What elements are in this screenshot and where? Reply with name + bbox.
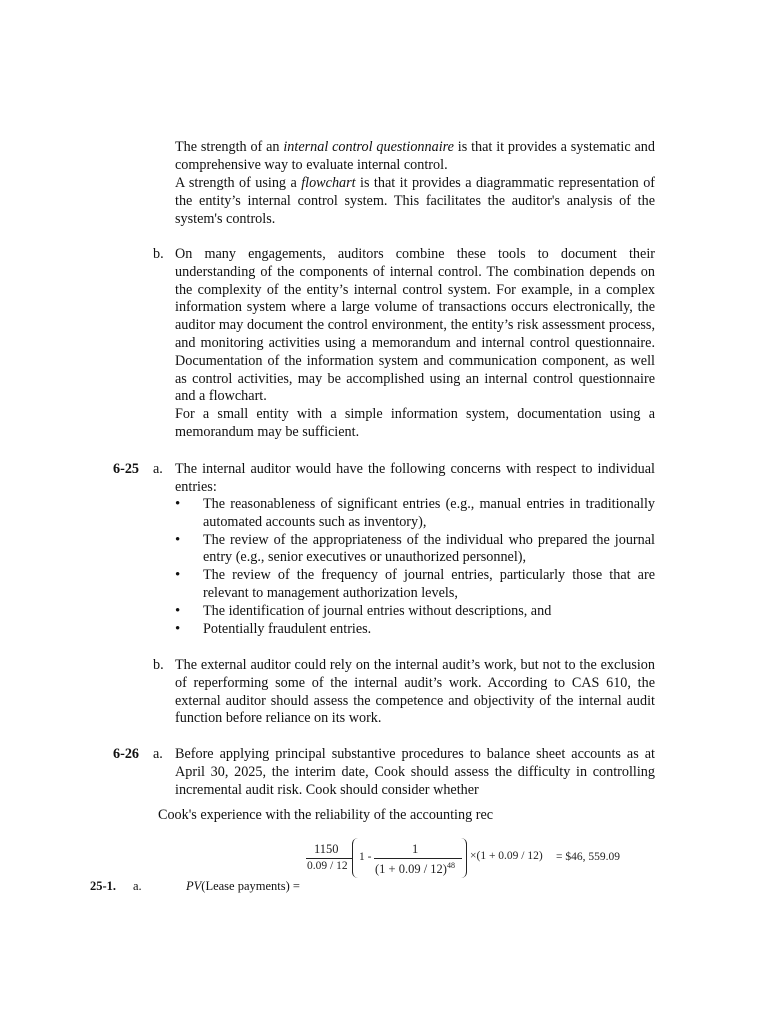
- question-number-6-25: 6-25: [113, 461, 140, 477]
- q626-part-a-label: a.: [153, 746, 163, 762]
- formula-result: = $46, 559.09: [556, 851, 620, 863]
- formula-denominator: 0.09 / 12: [307, 860, 348, 872]
- formula-times-factor: ×(1 + 0.09 / 12): [470, 850, 543, 862]
- q625-part-a-label: a.: [153, 461, 163, 477]
- formula-right-bracket: [460, 838, 467, 878]
- part-b-label: b.: [153, 246, 164, 262]
- question-number-6-26: 6-26: [113, 746, 140, 762]
- flowchart-strength-paragraph: A strength of using a flowchart is that it provides a diagrammatic representation of the entity’s internal control system. This facilitates the auditor's analysis of the system's controls.: [175, 175, 656, 227]
- list-item: • The identification of journal entries without descriptions, and: [175, 603, 655, 621]
- internal-auditor-concerns-list: [175, 496, 655, 638]
- formula-left-bracket: [352, 838, 359, 878]
- pv-lease-payments-label: PV(Lease payments) =: [186, 879, 300, 893]
- part-b-paragraph: On many engagements, auditors combine these tools to document their understanding of the components of internal control. The combination depends on the complexity of the entity’s internal control system. For example, in a complex information system where a large volume of transactions occurs electronically, the auditor may document the control environment, the entity’s risk assessment process, and monitoring activities using a memorandum and internal control questionnaire. Documentation of the information system and communication component, as well as control activities, may be accomplished using an internal control questionnaire and a flowchart.: [175, 246, 655, 405]
- formula-numerator: 1150: [314, 842, 339, 856]
- list-item: • The reasonableness of significant entries (e.g., manual entries in traditionally automated accounts such as inventory),: [175, 496, 655, 532]
- formula-fraction-bar: [306, 858, 352, 859]
- list-item: • The review of the appropriateness of the individual who prepared the journal entry (e.g., senior executives or unauthorized personnel),: [175, 532, 655, 568]
- q625-part-b-paragraph: The external auditor could rely on the internal audit’s work, but not to the exclusion of reperforming some of the internal audit’s work. According to CAS 610, the external auditor should assess the competence and objectivity of the internal audit function before reliance on its work.: [175, 657, 655, 727]
- formula-inner-denominator: $(1 + 0.09 / 12)^{48}$: [375, 861, 455, 877]
- question-number-25-1: 25-1.: [90, 879, 117, 893]
- formula-one-minus: 1 -: [359, 851, 372, 863]
- formula-inner-numerator: 1: [412, 842, 419, 856]
- q625-part-b-label: b.: [153, 657, 164, 673]
- list-item: • Potentially fraudulent entries.: [175, 621, 655, 639]
- q626-part-a-paragraph: Before applying principal substantive procedures to balance sheet accounts as at April 30, 2025, the interim date, Cook should assess the difficulty in controlling incremental audit risk. Cook should consider whether: [175, 746, 655, 798]
- formula-inner-fraction-bar: [374, 858, 462, 859]
- list-item: • The review of the frequency of journal entries, particularly those that are relevant to management authorization levels,: [175, 567, 655, 603]
- truncated-line: Cook's experience with the reliability of the accounting rec: [158, 807, 494, 823]
- q625-part-a-paragraph: The internal auditor would have the following concerns with respect to individual entries:: [175, 461, 655, 495]
- term-flowchart: flowchart: [301, 175, 356, 191]
- questionnaire-strength-paragraph: The strength of an internal control questionnaire is that it provides a systematic and comprehensive way to evaluate internal control.: [175, 139, 655, 173]
- term-internal-control-questionnaire: internal control questionnaire: [283, 139, 454, 155]
- part-b-small-entity-paragraph: For a small entity with a simple information system, documentation using a memorandum may be sufficient.: [175, 406, 655, 440]
- q251-part-label: a.: [133, 879, 142, 893]
